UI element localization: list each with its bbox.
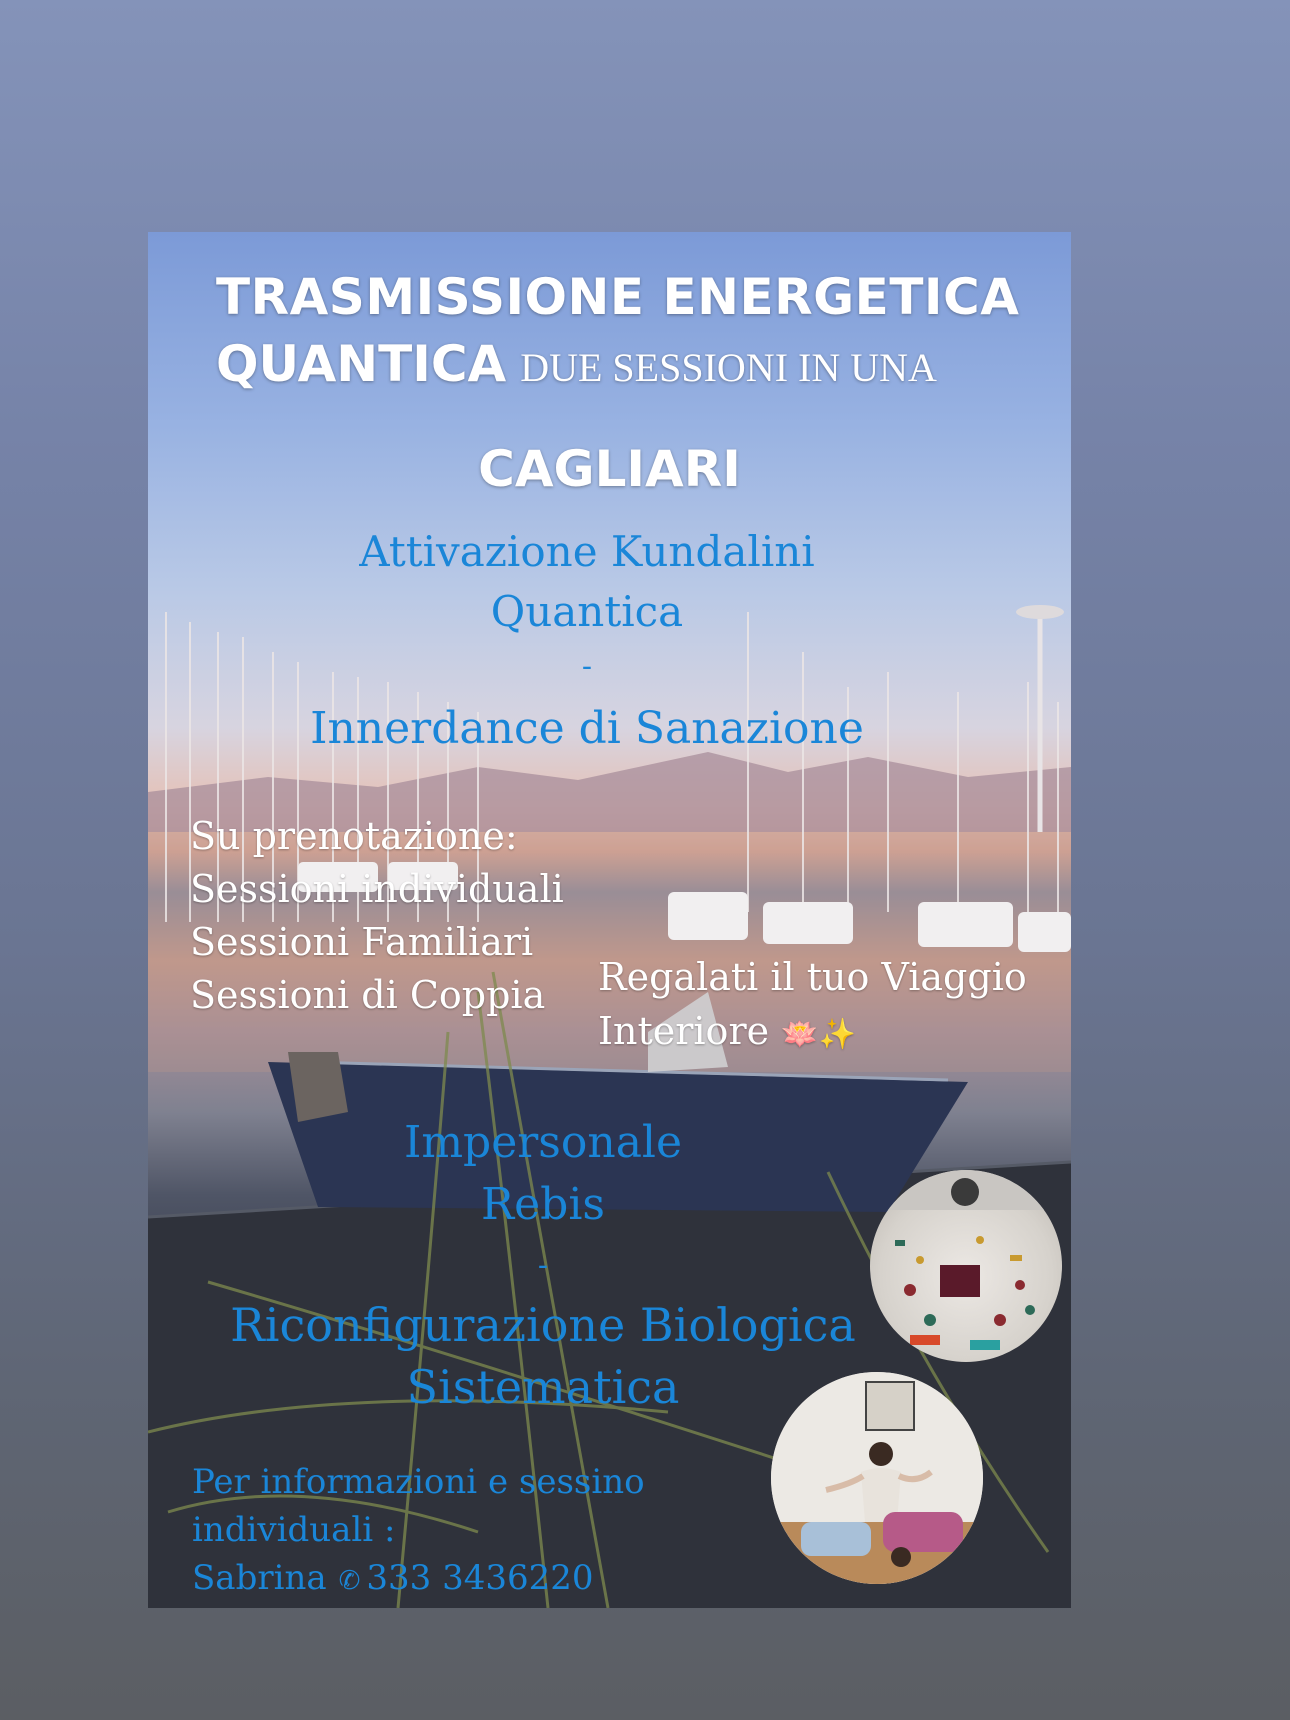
session1-line3: Innerdance di Sanazione	[310, 703, 864, 754]
session-photo	[771, 1372, 983, 1584]
title-quantica: QUANTICA	[216, 335, 507, 393]
title-line-2	[216, 335, 937, 393]
gift-line2-text: Interiore	[598, 1009, 770, 1053]
workshop-photo	[870, 1170, 1062, 1362]
phone-icon: ✆	[338, 1566, 361, 1596]
contact-line2: individuali :	[192, 1510, 396, 1550]
lotus-sparkles-icon: 🪷✨	[781, 1017, 856, 1052]
poster	[148, 232, 1071, 1608]
contact-phone[interactable]: 333 3436220	[366, 1558, 594, 1598]
booking-item: Sessioni Familiari	[190, 920, 534, 964]
session1-line1: Attivazione Kundalini	[359, 527, 815, 576]
booking-item: Sessioni di Coppia	[190, 973, 546, 1017]
title-subtitle: DUE SESSIONI IN UNA	[520, 345, 937, 390]
gift-block	[598, 950, 1027, 1062]
booking-block	[190, 810, 564, 1022]
city-title: CAGLIARI	[478, 440, 741, 498]
session1-separator: -	[581, 649, 593, 684]
session2-line4: Sistematica	[406, 1360, 680, 1414]
contact-name: Sabrina	[192, 1558, 327, 1598]
booking-heading: Su prenotazione:	[190, 814, 518, 858]
session2-line2: Rebis	[481, 1179, 605, 1230]
gift-line1: Regalati il tuo Viaggio	[598, 955, 1027, 999]
session2-line1: Impersonale	[403, 1117, 683, 1168]
booking-item: Sessioni individuali	[190, 867, 564, 911]
title-line-1: TRASMISSIONE ENERGETICA	[216, 268, 1020, 326]
contact-line1: Per informazioni e sessino	[192, 1462, 645, 1502]
contact-block	[192, 1458, 645, 1605]
session1-line2: Quantica	[490, 587, 684, 636]
session2-line3: Riconfigurazione Biologica	[230, 1298, 856, 1352]
session2-separator: -	[537, 1248, 549, 1283]
session-photo-drawing	[771, 1372, 983, 1584]
workshop-photo-drawing	[870, 1170, 1062, 1362]
contact-phone-row	[192, 1554, 645, 1605]
gift-line2	[598, 1004, 1027, 1062]
